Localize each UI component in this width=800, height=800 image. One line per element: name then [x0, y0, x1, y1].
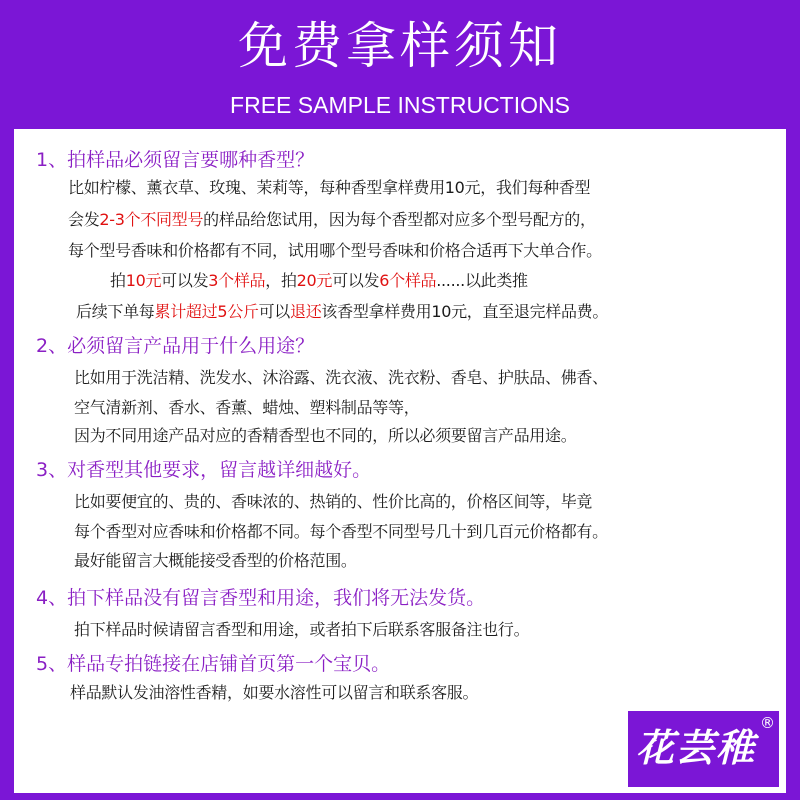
- text-segment: 可以发: [332, 271, 380, 290]
- text-segment: 的样品给您试用，因为每个香型都对应多个型号配方的，: [203, 210, 596, 229]
- text-segment: 该香型拿样费用10元，直至退完样品费。: [321, 302, 609, 321]
- text-segment: 会发: [68, 210, 100, 229]
- section-3-line-1: 比如要便宜的、贵的、香味浓的、热销的、性价比高的，价格区间等，毕竟: [74, 492, 593, 511]
- section-2-line-1: 比如用于洗洁精、洗发水、沐浴露、洗衣液、洗衣粉、香皂、护肤品、佛香、: [74, 368, 608, 387]
- section-5-heading: 5、样品专拍链接在店铺首页第一个宝贝。: [36, 653, 391, 675]
- section-5-line-1: 样品默认发油溶性香精，如要水溶性可以留言和联系客服。: [70, 683, 479, 702]
- section-4-line-1: 拍下样品时候请留言香型和用途，或者拍下后联系客服备注也行。: [74, 620, 530, 639]
- brand-logo: [628, 711, 779, 787]
- brand-logo-text: 花芸稚: [636, 725, 757, 770]
- section-3-heading: 3、对香型其他要求，留言越详细越好。: [36, 459, 372, 481]
- highlight-text: 6个样品: [379, 271, 437, 290]
- registered-mark-icon: ®: [760, 714, 775, 732]
- text-segment: ......以此类推: [436, 271, 528, 290]
- section-1-line-4: [110, 270, 528, 292]
- highlight-text: 2-3个不同型号: [99, 210, 204, 229]
- section-1-line-1: 比如柠檬、薰衣草、玫瑰、茉莉等，每种香型拿样费用10元，我们每种香型: [68, 178, 591, 197]
- section-3-line-2: 每个香型对应香味和价格都不同。每个香型不同型号几十到几百元价格都有。: [74, 522, 608, 541]
- section-3-line-3: 最好能留言大概能接受香型的价格范围。: [74, 551, 357, 570]
- section-1-line-5: [76, 301, 608, 323]
- section-2-line-2: 空气清新剂、香水、香薰、蜡烛、塑料制品等等，: [74, 398, 420, 417]
- section-2-line-3: 因为不同用途产品对应的香精香型也不同的，所以必须要留言产品用途。: [74, 426, 577, 445]
- highlight-text: 20元: [296, 271, 333, 290]
- text-segment: ，拍: [265, 271, 297, 290]
- section-4-heading: 4、拍下样品没有留言香型和用途，我们将无法发货。: [36, 587, 486, 609]
- section-1-line-2: [68, 209, 596, 231]
- text-segment: 可以: [258, 302, 291, 321]
- text-segment: 可以发: [161, 271, 209, 290]
- section-2-heading: 2、必须留言产品用于什么用途？: [36, 335, 315, 357]
- text-segment: 后续下单每: [76, 302, 155, 321]
- highlight-text: 10元: [125, 271, 162, 290]
- highlight-text: 累计超过5公斤: [154, 302, 259, 321]
- section-1-line-3: 每个型号香味和价格都有不同，试用哪个型号香味和价格合适再下大单合作。: [68, 241, 602, 260]
- highlight-text: 退还: [290, 302, 322, 321]
- highlight-text: 3个样品: [208, 271, 266, 290]
- page-subtitle: FREE SAMPLE INSTRUCTIONS: [230, 92, 570, 118]
- page-title: 免费拿样须知: [238, 17, 562, 75]
- instructions-panel: [14, 129, 786, 793]
- text-segment: 拍: [110, 271, 126, 290]
- section-1-heading: 1、拍样品必须留言要哪种香型？: [36, 149, 315, 171]
